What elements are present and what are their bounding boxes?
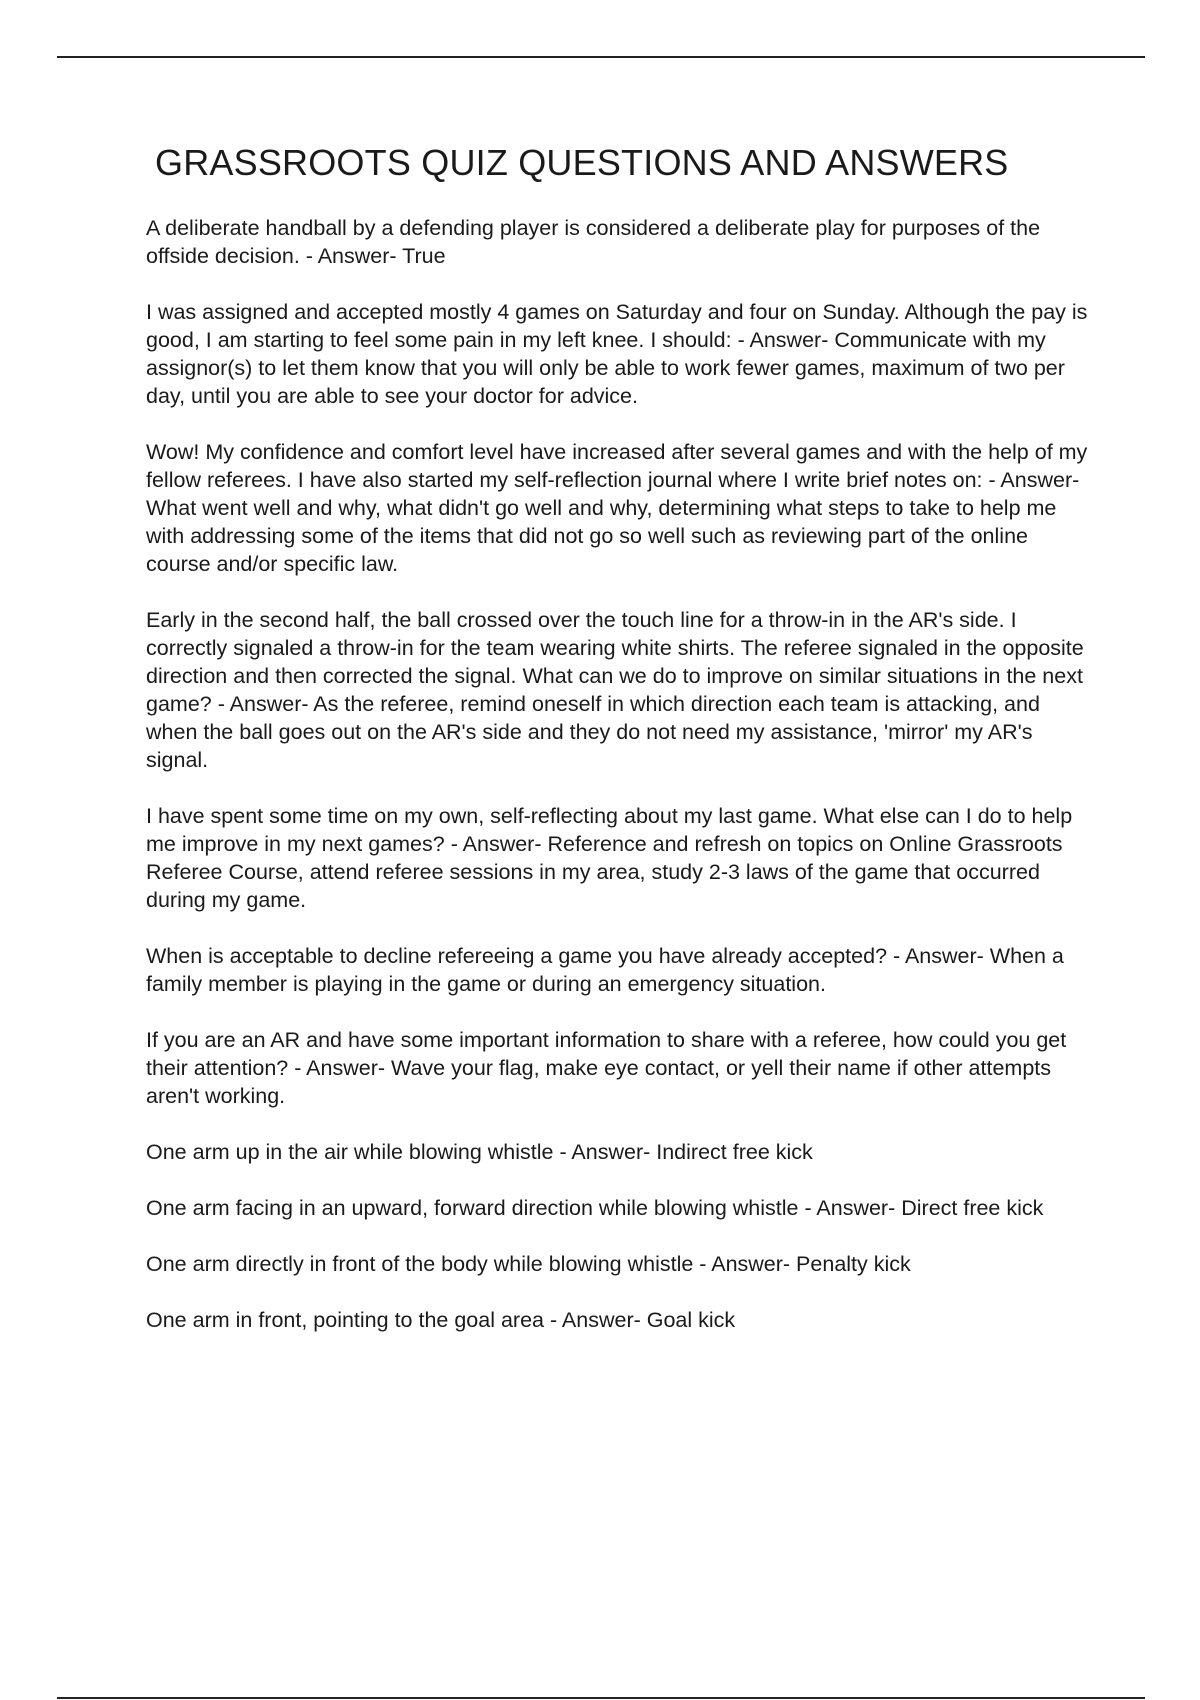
qa-item: I have spent some time on my own, self-reflecting about my last game. What else can I do to help me improve in my next games? - Answer- Reference and refresh on topics on Online Grassroots Referee Course, attend referee sessions in my area, study 2-3 laws of the game that occurred during my game. [146,804,1073,912]
qa-item: One arm facing in an upward, forward direction while blowing whistle - Answer- Direct free kick [146,1196,1044,1220]
qa-item: When is acceptable to decline refereeing a game you have already accepted? - Answer- When a family member is playing in the game or during an emergency situation. [146,944,1064,996]
qa-item: One arm in front, pointing to the goal area - Answer- Goal kick [146,1308,736,1332]
qa-item: Early in the second half, the ball crossed over the touch line for a throw-in in the AR's side. I correctly signaled a throw-in for the team wearing white shirts. The referee signaled in the opposite direction and then corrected the signal. What can we do to improve on similar situations in the next game? - Answer- As the referee, remind oneself in which direction each team is attacking, and when the ball goes out on the AR's side and they do not need my assistance, 'mirror' my AR's signal. [146,608,1084,772]
qa-item: I was assigned and accepted mostly 4 games on Saturday and four on Sunday. Although the pay is good, I am starting to feel some pain in my left knee. I should: - Answer- Communicate with my assignor(s) to let them know that you will only be able to work fewer games, maximum of two per day, until you are able to see your doctor for advice. [146,300,1088,408]
qa-item: A deliberate handball by a defending player is considered a deliberate play for purposes of the offside decision. - Answer- True [146,216,1041,268]
page-title: GRASSROOTS QUIZ QUESTIONS AND ANSWERS [155,142,1009,183]
qa-list [146,214,1096,1362]
bottom-rule [57,1697,1145,1699]
top-rule [57,56,1145,58]
qa-item: If you are an AR and have some important information to share with a referee, how could you get their attention? - Answer- Wave your flag, make eye contact, or yell their name if other attempts aren't working. [146,1028,1067,1108]
qa-item: Wow! My confidence and comfort level have increased after several games and with the help of my fellow referees. I have also started my self-reflection journal where I write brief notes on: - Answer- What went well and why, what didn't go well and why, determining what steps to take to help me with addressing some of the items that did not go so well such as reviewing part of the online course and/or specific law. [146,440,1088,576]
qa-item: One arm directly in front of the body while blowing whistle - Answer- Penalty kick [146,1252,911,1276]
qa-item: One arm up in the air while blowing whistle - Answer- Indirect free kick [146,1140,813,1164]
